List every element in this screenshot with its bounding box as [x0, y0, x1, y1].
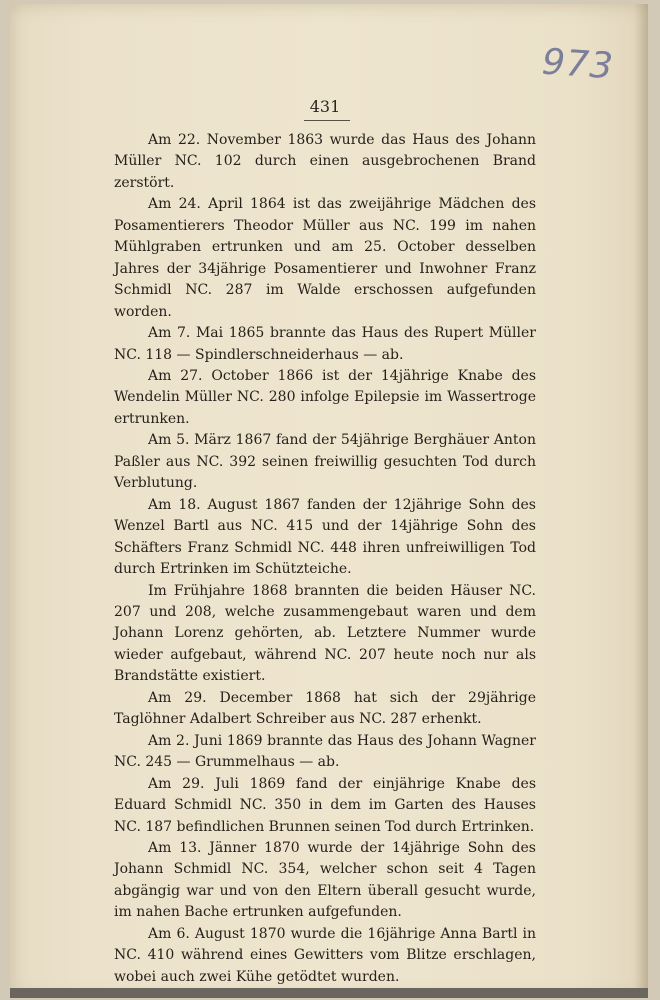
paragraph: Am 6. August 1870 wurde die 16jährige Anna Bartl in NC. 410 während eines Gewitters vom Blitze erschlagen, wobei auch zwei Kühe getödtet wurden.	[114, 925, 536, 985]
paragraph: Am 29. December 1868 hat sich der 29jährige Taglöhner Adalbert Schreiber aus NC. 287 erhenkt.	[114, 689, 536, 728]
page-bottom-edge	[10, 988, 648, 998]
paragraph: Am 13. Jänner 1870 wurde der 14jährige Sohn des Johann Schmidl NC. 354, welcher schon seit 4 Tagen abgängig war und von den Eltern überall gesucht wurde, im nahen Bache ertrunken aufgefunden.	[114, 839, 536, 921]
paragraph: Am 27. October 1866 ist der 14jährige Knabe des Wendelin Müller NC. 280 infolge Epilepsie im Wassertroge ertrunken.	[114, 367, 536, 427]
page-number: 431	[309, 97, 341, 116]
paragraph: Im Frühjahre 1868 brannten die beiden Häuser NC. 207 und 208, welche zusammengebaut waren und dem Johann Lorenz gehörten, ab. Letztere Nummer wurde wieder aufgebaut, während NC. 207 heute noch nur als Brandstätte existiert.	[114, 582, 536, 685]
paragraph: Am 7. Mai 1865 brannte das Haus des Rupert Müller NC. 118 — Spindlerschneiderhaus — ab.	[114, 325, 536, 363]
page-edge-shadow	[634, 4, 648, 998]
paragraph: Am 24. April 1864 ist das zweijährige Mädchen des Posamentierers Theodor Müller aus NC. 199 im nahen Mühlgraben ertrunken und am 25. October desselben Jahres der 34jährige Posamentierer und Inwohner Franz Schmidl NC. 287 im Walde erschossen aufgefunden worden.	[114, 196, 536, 320]
chronicle-text	[114, 130, 536, 988]
handwritten-archive-number: 973	[540, 41, 616, 88]
page-number-rule	[304, 120, 350, 121]
paragraph: Am 2. Juni 1869 brannte das Haus des Johann Wagner NC. 245 — Grummelhaus — ab.	[114, 732, 536, 771]
paragraph: Am 18. August 1867 fanden der 12jährige Sohn des Wenzel Bartl aus NC. 415 und der 14jährige Sohn des Schäfters Franz Schmidl NC. 448 ihren unfreiwilligen Tod durch Ertrinken im Schützteiche.	[114, 496, 536, 578]
paragraph: Am 22. November 1863 wurde das Haus des Johann Müller NC. 102 durch einen ausgebrochenen Brand zerstört.	[114, 132, 536, 191]
book-page	[10, 4, 648, 998]
paragraph: Am 5. März 1867 fand der 54jährige Berghäuer Anton Paßler aus NC. 392 seinen freiwillig gesuchten Tod durch Verblutung.	[114, 432, 536, 492]
paragraph: Am 29. Juli 1869 fand der einjährige Knabe des Eduard Schmidl NC. 350 in dem im Garten des Hauses NC. 187 befindlichen Brunnen seinen Tod durch Ertrinken.	[114, 775, 536, 835]
